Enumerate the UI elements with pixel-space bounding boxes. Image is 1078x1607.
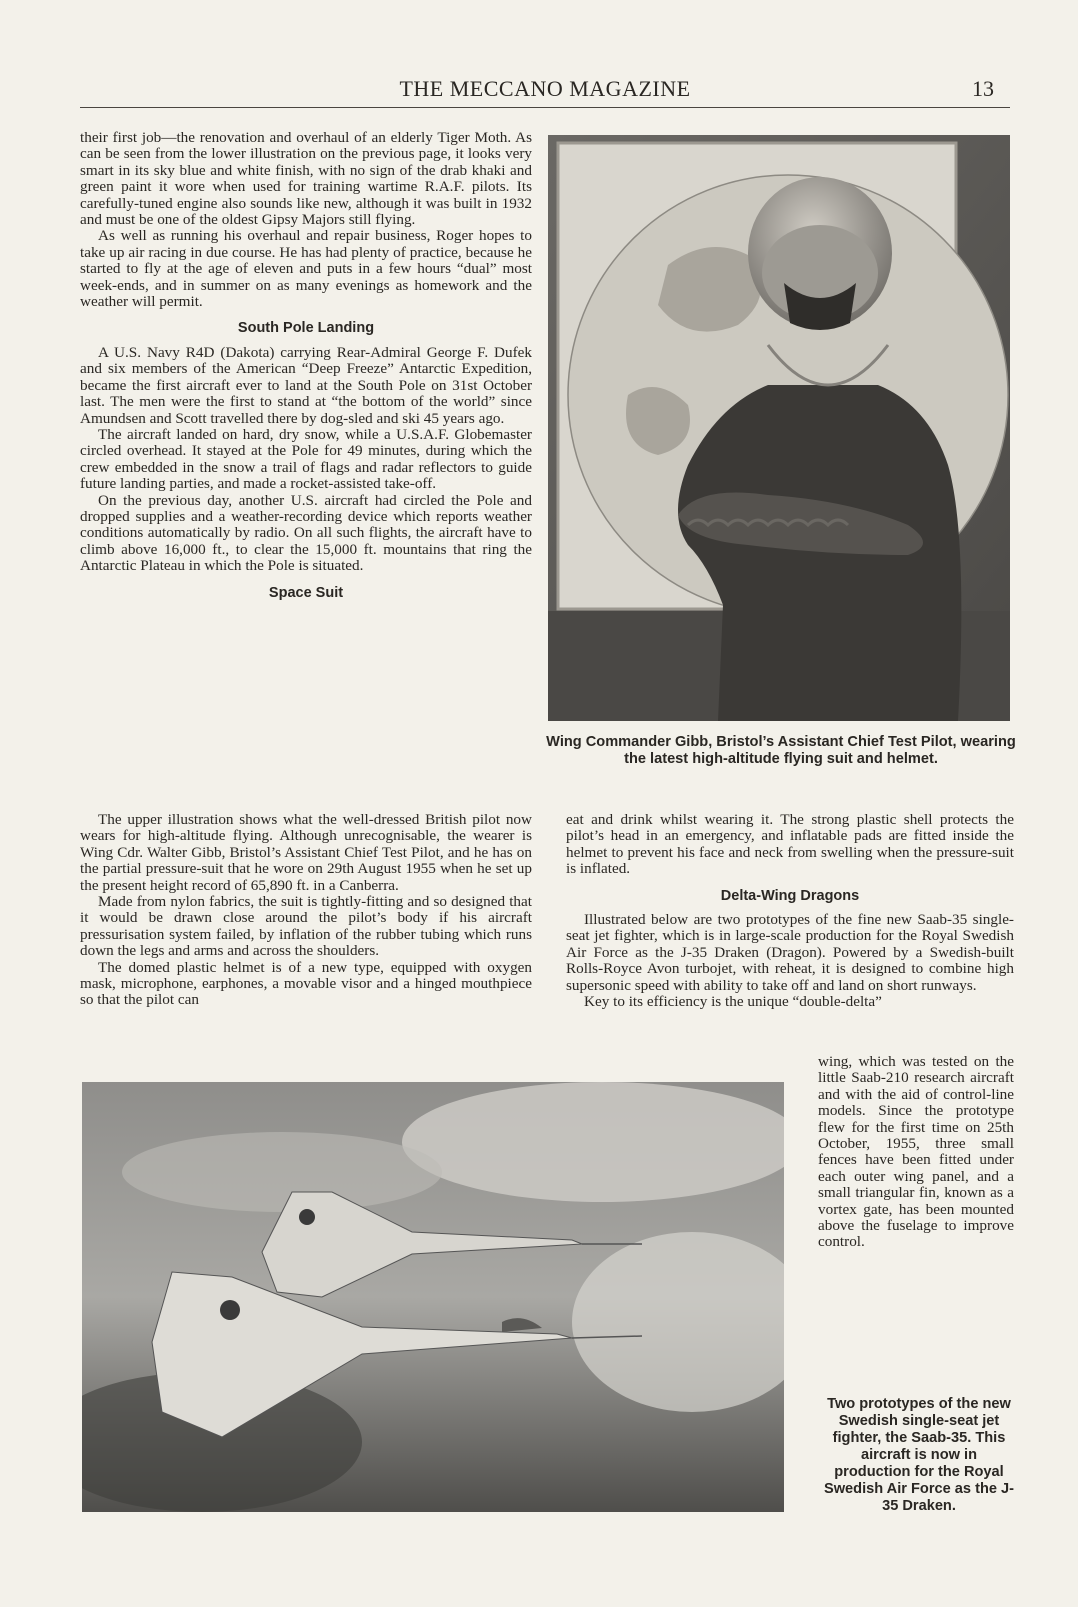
right-column-narrow — [818, 1054, 1014, 1338]
paragraph: The aircraft landed on hard, dry snow, while a U.S.A.F. Globemaster circled overhead. It stayed at the Pole for 49 minutes, during which the crew embedded in the snow a trail of flags and radar reflectors to guide future landing parties, and made a rocket-assisted take-off. — [80, 425, 532, 493]
paragraph: The domed plastic helmet is of a new type, equipped with oxygen mask, microphone, earphones, a movable visor and a hinged mouthpiece so that the pilot can — [80, 958, 532, 1009]
page-header — [80, 74, 1010, 104]
paragraph: A U.S. Navy R4D (Dakota) carrying Rear-Admiral George F. Dufek and six members of the American “Deep Freeze” Antarctic Expedition, became the first aircraft ever to land at the South Pole on 31st October last. The men were the first to stand at “the bottom of the world” since Amundsen and Scott travelled there by dog-sled and ski 45 years ago. — [80, 343, 532, 427]
left-column-bottom — [80, 812, 532, 1070]
paragraph: Illustrated below are two prototypes of the fine new Saab-35 single-seat jet fighter, which is in large-scale production for the Royal Swedish Air Force as the J-35 Draken (Dragon). Powered by a Swedish-built Rolls-Royce Avon turbojet, with reheat, it is designed to combine high supersonic speed with ability to take off and land on short runways. — [566, 911, 1014, 994]
header-rule — [80, 107, 1010, 108]
paragraph: The upper illustration shows what the well-dressed British pilot now wears for high-altitude flying. Although unrecognisable, the wearer is Wing Cdr. Walter Gibb, Bristol’s Assistant Chief Test Pilot, and he has on the partial pressure-suit that he wore on 29th August 1955 when he set up the present height record of 65,890 ft. in a Canberra. — [80, 812, 532, 894]
paragraph: their first job—the renovation and overhaul of an elderly Tiger Moth. As can be seen from the lower illustration on the previous page, it looks very smart in its sky blue and white finish, with no sign of the drab khaki and green paint it wore when used for training wartime R.A.F. pilots. Its carefully-tuned engine also sounds like new, although it was built in 1932 and must be one of the oldest Gipsy Majors still flying. — [80, 130, 532, 229]
paragraph: On the previous day, another U.S. aircraft had circled the Pole and dropped supplies and a weather-recording device which reports weather conditions automatically by radio. On all such flights, the aircraft have to climb above 16,000 ft., to clear the 15,000 ft. mountains that ring the Antarctic Plateau in which the Pole is situated. — [80, 491, 532, 575]
right-column-middle — [566, 812, 1014, 1070]
paragraph: Made from nylon fabrics, the suit is tightly-fitting and so designed that it would be drawn close around the pilot’s body if his aircraft pressurisation system failed, by inflation of the rubber tubing which runs down the legs and arms and across the shoulders. — [80, 893, 532, 960]
jets-photo — [82, 1082, 784, 1512]
pilot-photo — [548, 135, 1010, 721]
page-number: 13 — [972, 76, 994, 101]
section-heading-space-suit: Space Suit — [268, 584, 344, 601]
paragraph: As well as running his overhaul and repair business, Roger hopes to take up air racing in due course. He has had plenty of practice, because he started to fly at the age of eleven and puts in a few hours “dual” most week-ends, and in summer on as many evenings as homework and the weather will permit. — [80, 227, 532, 311]
section-heading-delta-wing: Delta-Wing Dragons — [720, 887, 860, 904]
paragraph: eat and drink whilst wearing it. The strong plastic shell protects the pilot’s head in an emergency, and inflatable pads are fitted inside the helmet to prevent his face and neck from swelling when the pressure-suit is inflated. — [566, 812, 1014, 878]
left-column-top — [80, 130, 532, 772]
paragraph: Key to its efficiency is the unique “double-delta” — [584, 993, 882, 1011]
pilot-photo-caption: Wing Commander Gibb, Bristol’s Assistant Chief Test Pilot, wearing the latest high-altitude flying suit and helmet. — [546, 734, 1016, 767]
section-heading-south-pole: South Pole Landing — [237, 320, 375, 337]
magazine-title: THE MECCANO MAGAZINE — [399, 76, 691, 101]
jets-photo-caption: Two prototypes of the new Swedish single-seat jet fighter, the Saab-35. This aircraft is now in production for the Royal Swedish Air Force as the J-35 Draken. — [823, 1396, 1015, 1514]
paragraph: wing, which was tested on the little Saab-210 research aircraft and with the aid of control-line models. Since the prototype flew for the first time on 25th October, 1955, three small fences have been fitted under each outer wing panel, and a small triangular fin, known as a vortex gate, has been mounted above the fuselage to improve control. — [818, 1054, 1014, 1251]
